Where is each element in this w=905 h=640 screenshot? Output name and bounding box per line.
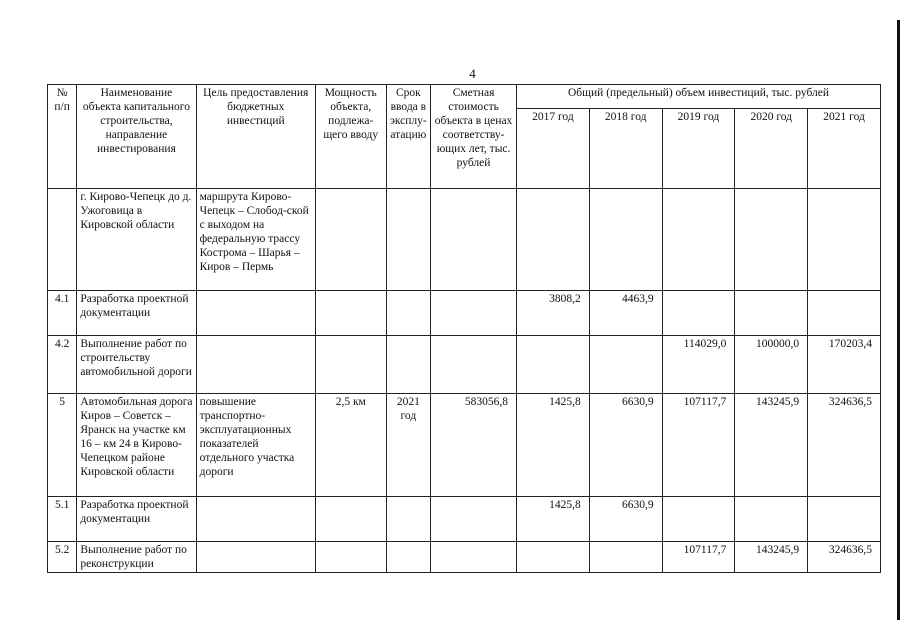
capacity <box>315 336 386 394</box>
value-2021 <box>808 291 881 336</box>
estimated-cost <box>431 291 517 336</box>
commission-term <box>386 291 430 336</box>
value-2020: 100000,0 <box>735 336 808 394</box>
value-2020 <box>735 497 808 542</box>
value-2020 <box>735 291 808 336</box>
commission-term <box>386 542 430 573</box>
object-name: Разработка проектной документации <box>77 291 196 336</box>
value-2018 <box>589 542 662 573</box>
investment-goal: маршрута Кирово-Чепецк – Слобод-ской с выходом на федеральную трассу Кострома – Шарья – Киров – Пермь <box>196 189 315 291</box>
object-name: г. Кирово-Чепецк до д. Ужоговица в Кировской области <box>77 189 196 291</box>
value-2021 <box>808 497 881 542</box>
table-row <box>48 189 881 291</box>
header-year-2020: 2020 год <box>735 109 808 189</box>
header-col-name: Наименование объекта капитального строительства, направление инвестирования <box>77 85 196 189</box>
value-2019 <box>662 291 735 336</box>
object-name: Автомобильная дорога Киров – Советск – Яранск на участке км 16 – км 24 в Кирово-Чепецком районе Кировской области <box>77 394 196 497</box>
header-year-2021: 2021 год <box>808 109 881 189</box>
investment-goal <box>196 291 315 336</box>
header-col-total: Общий (предельный) объем инвестиций, тыс. рублей <box>517 85 881 109</box>
commission-term: 2021 год <box>386 394 430 497</box>
table-row <box>48 291 881 336</box>
header-col-cost: Сметная стоимость объекта в ценах соответству-ющих лет, тыс. рублей <box>431 85 517 189</box>
value-2018: 6630,9 <box>589 497 662 542</box>
value-2017 <box>517 189 590 291</box>
value-2018 <box>589 336 662 394</box>
investment-table <box>47 84 881 573</box>
header-col-no: № п/п <box>48 85 77 189</box>
investment-goal <box>196 542 315 573</box>
value-2020: 143245,9 <box>735 542 808 573</box>
value-2021: 170203,4 <box>808 336 881 394</box>
capacity: 2,5 км <box>315 394 386 497</box>
header-col-term: Срок ввода в эксплу-атацию <box>386 85 430 189</box>
commission-term <box>386 497 430 542</box>
estimated-cost <box>431 189 517 291</box>
value-2019: 107117,7 <box>662 542 735 573</box>
value-2019: 107117,7 <box>662 394 735 497</box>
value-2017: 1425,8 <box>517 497 590 542</box>
object-name: Разработка проектной документации <box>77 497 196 542</box>
value-2021: 324636,5 <box>808 542 881 573</box>
row-number: 5 <box>48 394 77 497</box>
value-2018: 4463,9 <box>589 291 662 336</box>
investment-goal: повышение транспортно-эксплуатационных показателей отдельного участка дороги <box>196 394 315 497</box>
value-2017: 3808,2 <box>517 291 590 336</box>
header-col-goal: Цель предоставления бюджетных инвестиций <box>196 85 315 189</box>
investment-goal <box>196 497 315 542</box>
commission-term <box>386 336 430 394</box>
value-2017 <box>517 542 590 573</box>
value-2021 <box>808 189 881 291</box>
row-number <box>48 189 77 291</box>
value-2018: 6630,9 <box>589 394 662 497</box>
value-2019 <box>662 497 735 542</box>
value-2017 <box>517 336 590 394</box>
commission-term <box>386 189 430 291</box>
row-number: 5.2 <box>48 542 77 573</box>
capacity <box>315 291 386 336</box>
estimated-cost <box>431 336 517 394</box>
table-row <box>48 542 881 573</box>
estimated-cost <box>431 542 517 573</box>
header-col-capacity: Мощность объекта, подлежа-щего вводу <box>315 85 386 189</box>
estimated-cost: 583056,8 <box>431 394 517 497</box>
value-2019 <box>662 189 735 291</box>
header-year-2017: 2017 год <box>517 109 590 189</box>
row-number: 4.2 <box>48 336 77 394</box>
capacity <box>315 542 386 573</box>
value-2019: 114029,0 <box>662 336 735 394</box>
header-year-2019: 2019 год <box>662 109 735 189</box>
value-2020 <box>735 189 808 291</box>
value-2017: 1425,8 <box>517 394 590 497</box>
object-name: Выполнение работ по строительству автомобильной дороги <box>77 336 196 394</box>
capacity <box>315 189 386 291</box>
row-number: 4.1 <box>48 291 77 336</box>
investment-goal <box>196 336 315 394</box>
value-2021: 324636,5 <box>808 394 881 497</box>
value-2020: 143245,9 <box>735 394 808 497</box>
estimated-cost <box>431 497 517 542</box>
value-2018 <box>589 189 662 291</box>
table-row <box>48 336 881 394</box>
row-number: 5.1 <box>48 497 77 542</box>
page-edge-rule <box>897 20 900 620</box>
capacity <box>315 497 386 542</box>
object-name: Выполнение работ по реконструкции <box>77 542 196 573</box>
header-year-2018: 2018 год <box>589 109 662 189</box>
page-number: 4 <box>469 66 476 81</box>
table-row <box>48 394 881 497</box>
table-row <box>48 497 881 542</box>
